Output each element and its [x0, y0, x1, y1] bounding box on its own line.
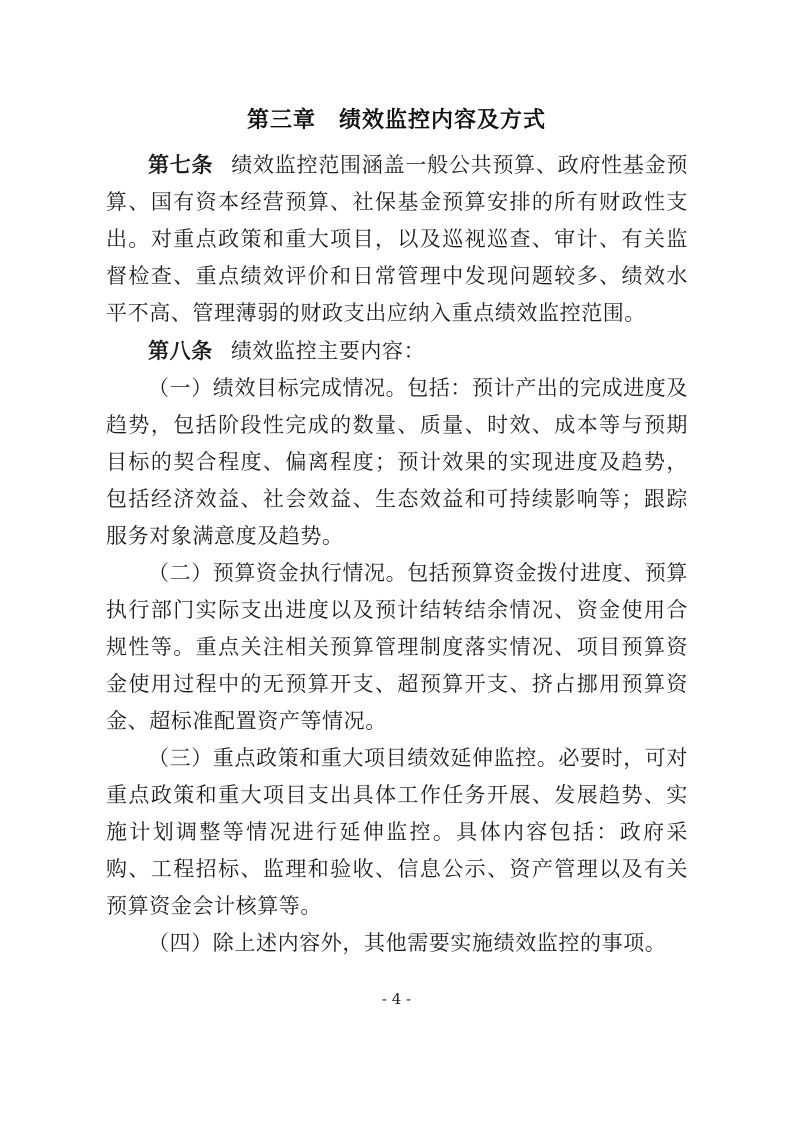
document-body — [106, 146, 688, 962]
paragraph-text: 绩效监控范围涵盖一般公共预算、政府性基金预算、国有资本经营预算、社保基金预算安排的所有财政性支出。对重点政策和重大项目，以及巡视巡查、审计、有关监督检查、重点绩效评价和日常管理中发现问题较多、绩效水平不高、管理薄弱的财政支出应纳入重点绩效监控范围。 — [106, 153, 688, 325]
article-8-paragraph — [106, 332, 688, 370]
paragraph-text: （三）重点政策和重大项目绩效延伸监控。必要时，可对重点政策和重大项目支出具体工作任务开展、发展趋势、实施计划调整等情况进行延伸监控。具体内容包括：政府采购、工程招标、监理和验收、信息公示、资产管理以及有关预算资金会计核算等。 — [106, 746, 688, 918]
page-number: - 4 - — [381, 990, 412, 1008]
paragraph-text: 绩效监控主要内容： — [230, 339, 426, 363]
chapter-title: 第三章 绩效监控内容及方式 — [246, 107, 546, 133]
paragraph-text: （四）除上述内容外，其他需要实施绩效监控的事项。 — [148, 931, 667, 955]
paragraph-text: （二）预算资金执行情况。包括预算资金拨付进度、预算执行部门实际支出进度以及预计结转结余情况、资金使用合规性等。重点关注相关预算管理制度落实情况、项目预算资金使用过程中的无预算开支、超预算开支、挤占挪用预算资金、超标准配置资产等情况。 — [106, 561, 688, 733]
item-2-paragraph — [106, 555, 688, 740]
item-3-paragraph — [106, 740, 688, 925]
item-1-paragraph — [106, 370, 688, 555]
article-7-paragraph — [106, 146, 688, 332]
paragraph-text: （一）绩效目标完成情况。包括：预计产出的完成进度及趋势，包括阶段性完成的数量、质量、时效、成本等与预期目标的契合程度、偏离程度；预计效果的实现进度及趋势，包括经济效益、社会效益、生态效益和可持续影响等；跟踪服务对象满意度及趋势。 — [106, 376, 688, 548]
article-label: 第八条 — [148, 338, 213, 363]
article-label: 第七条 — [148, 152, 214, 177]
item-4-paragraph — [106, 925, 688, 962]
